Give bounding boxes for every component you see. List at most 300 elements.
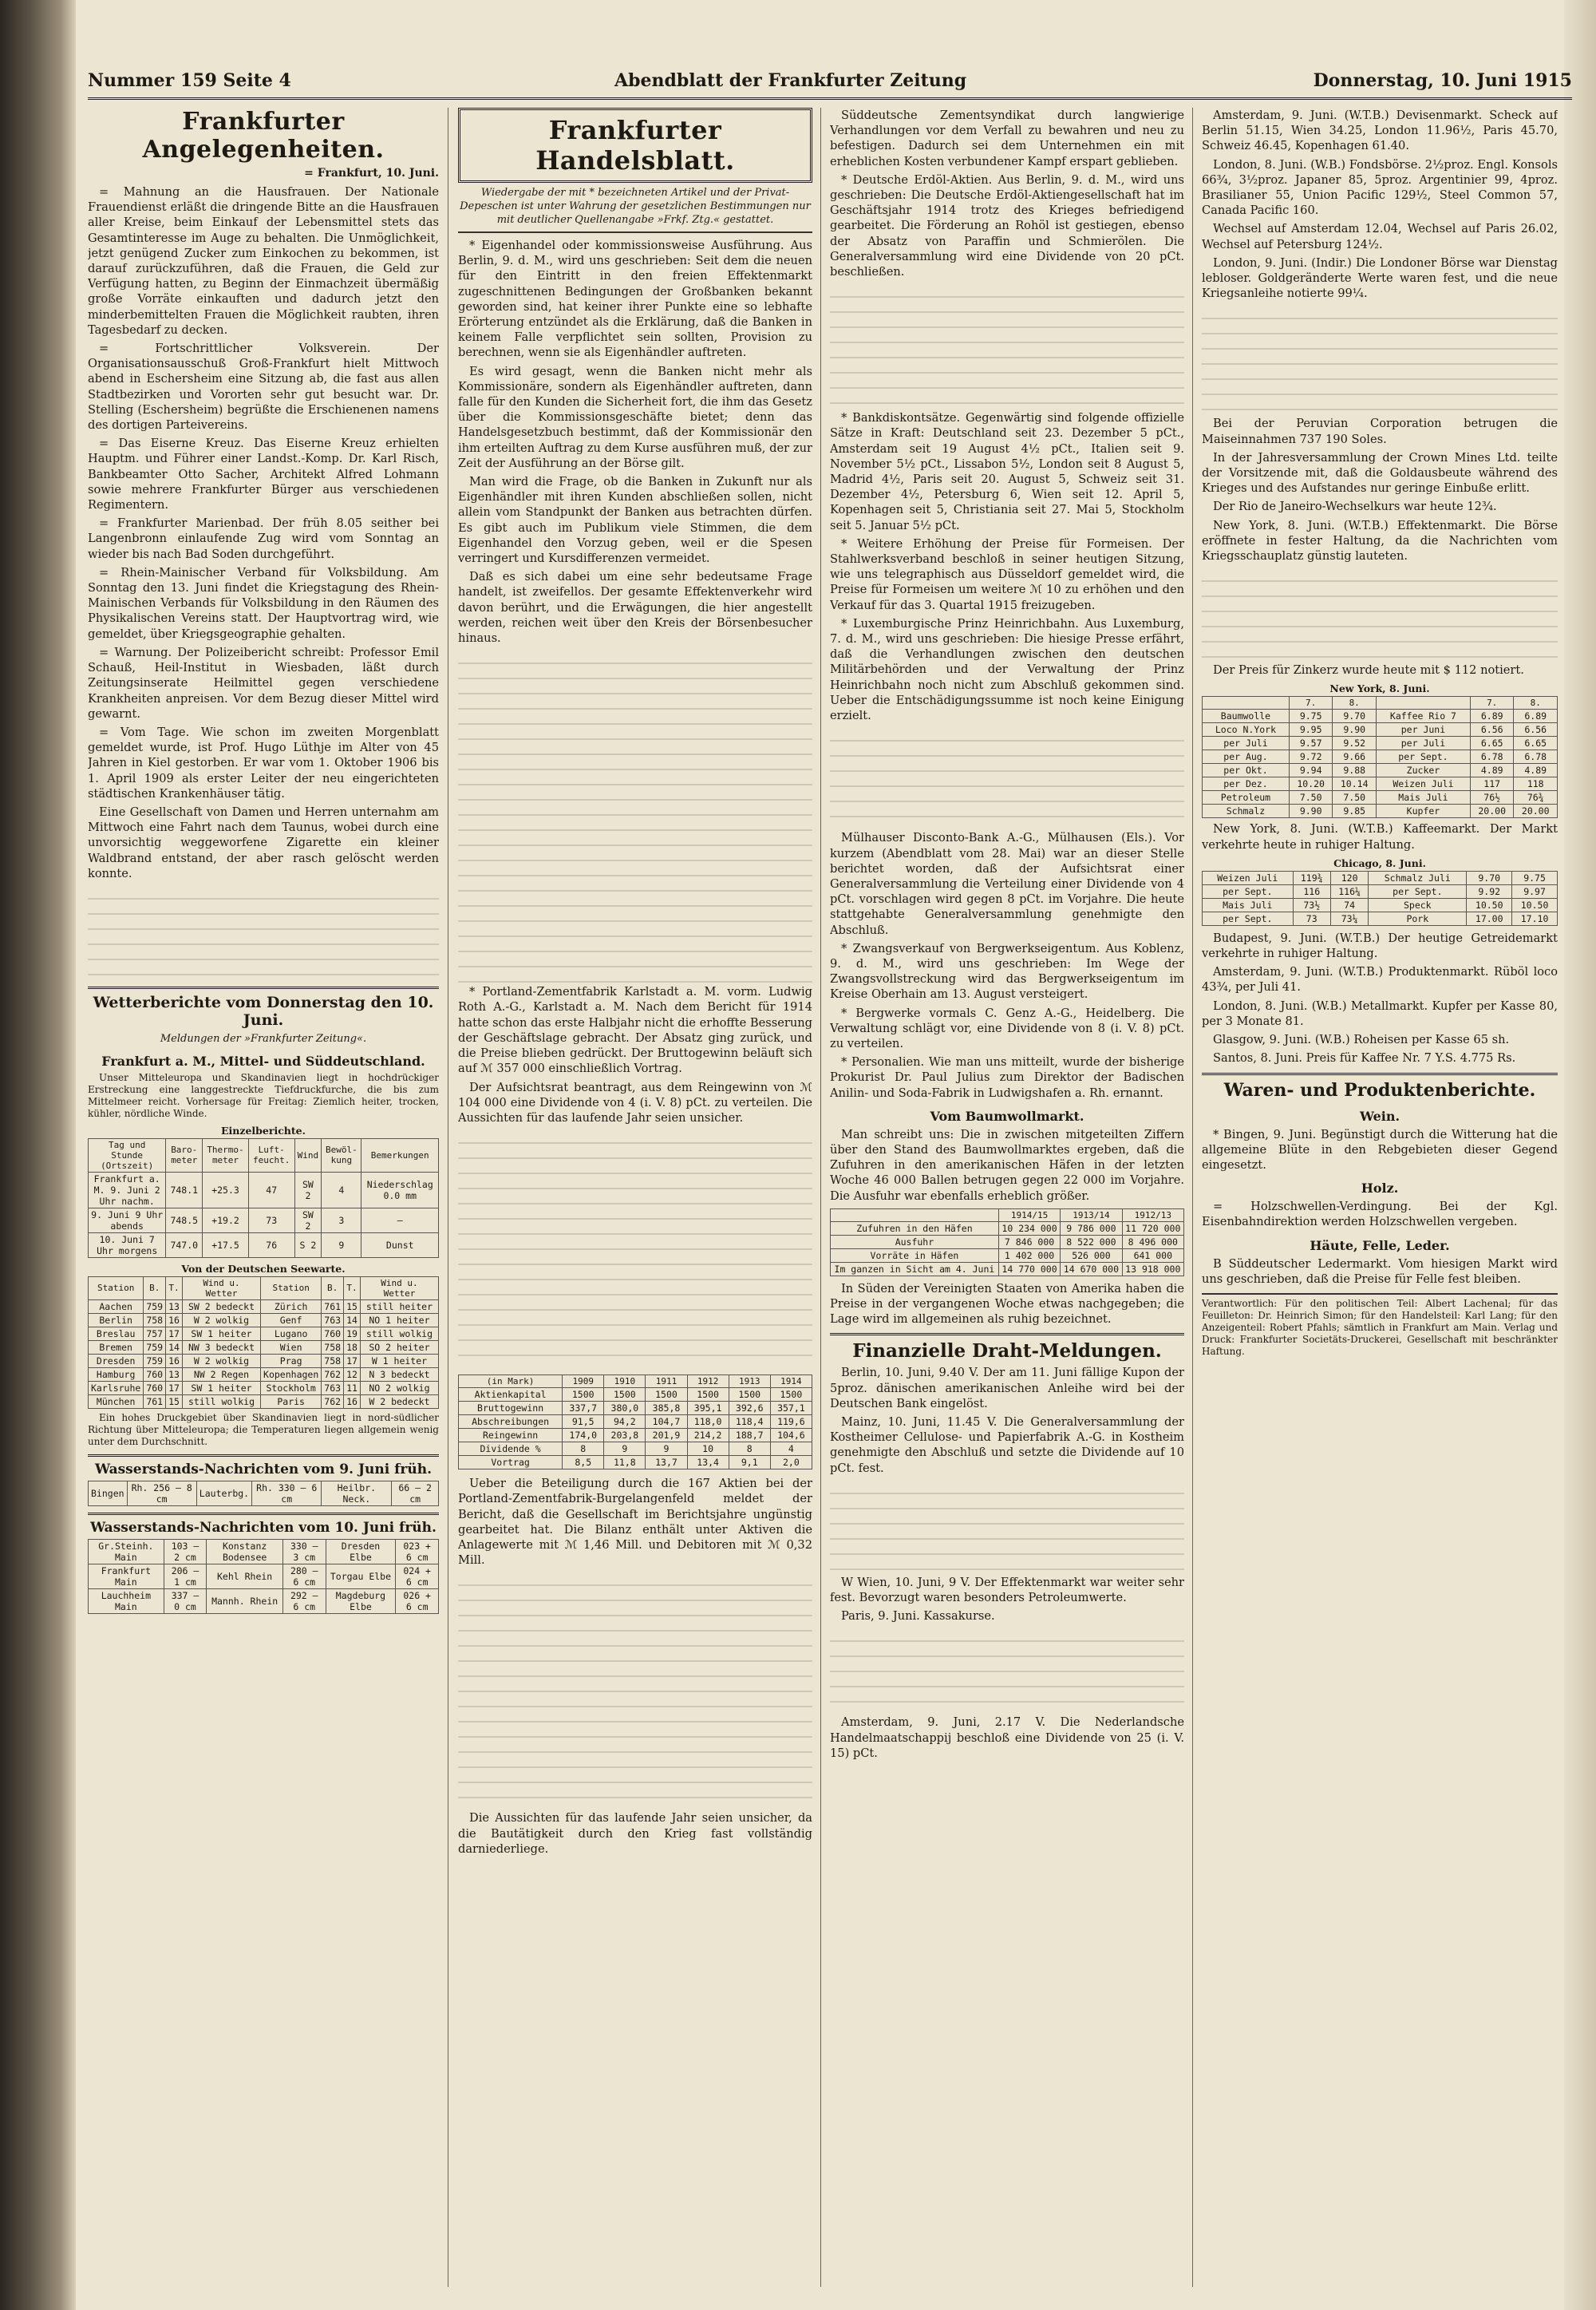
table-header-cell: 7.	[1289, 697, 1333, 710]
table-cell: 7.50	[1333, 791, 1377, 805]
table-header-cell: 1912/13	[1122, 1208, 1183, 1221]
table-header-cell: 1912	[687, 1375, 729, 1388]
article-text-block	[1202, 567, 1558, 663]
table-cell: 116¼	[1330, 884, 1368, 898]
table-cell: 119¾	[1293, 871, 1330, 884]
table-cell: 17.00	[1467, 912, 1512, 925]
table-cell: per Sept.	[1203, 912, 1294, 925]
article: * Weitere Erhöhung der Preise für Formeisen. Der Stahlwerksverband beschloß in seiner heutigen Sitzung, wie uns telegraphisch aus Düsseldorf gemeldet wird, die Preise für Formeisen um weitere ℳ 10 zu erhöhen und den Verkauf für das 3. Quartal 1915 freizugeben.	[830, 536, 1184, 612]
table-cell: per Aug.	[1203, 750, 1290, 764]
table-cell: Dividende %	[459, 1442, 563, 1456]
table-cell: 188,7	[729, 1429, 770, 1442]
table-header-cell: 7.	[1470, 697, 1514, 710]
article: Amsterdam, 9. Juni. (W.T.B.) Devisenmarkt. Scheck auf Berlin 51.15, Wien 34.25, London 11.96½, Paris 45.70, Schweiz 46.45, Kopenhagen 61.40.	[1202, 109, 1558, 153]
table-cell: per Okt.	[1203, 764, 1290, 777]
table-cell: 9,1	[729, 1456, 770, 1469]
article: Man wird die Frage, ob die Banken in Zukunft nur als Eigenhändler mit ihren Kunden abschließen sollen, nicht allein vom Standpunkt der Banken aus betrachten dürfen. Es gibt auch im Publikum viele Stimmen, die dem Eigenhandel den Vorzug geben, weil er die Spesen verringert und Kursdifferenzen vermeidet.	[458, 475, 812, 566]
table-cell: 47	[248, 1172, 294, 1208]
table-row	[89, 1481, 439, 1505]
table-row	[89, 1588, 439, 1613]
table-header-cell: 8.	[1333, 697, 1377, 710]
table-cell: 6.89	[1470, 710, 1514, 723]
article-text-block	[458, 1129, 812, 1368]
table-cell: 17	[166, 1327, 183, 1340]
table-row	[459, 1388, 812, 1402]
table-cell: Reingewinn	[459, 1429, 563, 1442]
imprint: Verantwortlich: Für den politischen Teil: Albert Lachenal; für das Feuilleton: Dr. Heinrich Simon; für den Handelsteil: Karl Lang; für den Anzeigenteil: Robert Pfahls; sämtlich in Frankfurt am Main. Verlag und Druck: Frankfurter Societäts-Druckerei, Gesellschaft mit beschränkter Haftung.	[1202, 1293, 1558, 1358]
table-cell: 13 918 000	[1122, 1262, 1183, 1276]
table-cell: 4	[322, 1172, 361, 1208]
table-cell: per Sept.	[1376, 750, 1470, 764]
table-cell: 1500	[687, 1388, 729, 1402]
table-row	[89, 1381, 439, 1394]
table-cell: Karlsruhe	[89, 1381, 144, 1394]
table-cell: 14	[166, 1340, 183, 1354]
table-cell: Kopenhagen	[261, 1367, 322, 1381]
table-cell: 8 522 000	[1061, 1235, 1122, 1248]
table-row	[459, 1415, 812, 1429]
table-cell: 9.75	[1289, 710, 1333, 723]
table-cell: 103 — 2 cm	[164, 1539, 207, 1564]
table-cell: Schmalz	[1203, 805, 1290, 818]
table-cell: 73	[1293, 912, 1330, 925]
table-cell: +17.5	[203, 1232, 249, 1257]
table-header-cell: 1911	[646, 1375, 687, 1388]
table-cell: Magdeburg Elbe	[326, 1588, 396, 1613]
table-cell: 73	[248, 1208, 294, 1232]
table-cell: 17.10	[1512, 912, 1558, 925]
table-cell: 10.50	[1467, 898, 1512, 912]
table-cell: Mais Juli	[1376, 791, 1470, 805]
article: Ueber die Beteiligung durch die 167 Aktien bei der Portland-Zementfabrik-Burgelangenfeld meldet der Bericht, daß die Gesellschaft im Berichtsjahre ungünstig gearbeitet hat. Die Bilanz enthält unter Aktiven die Anlagewerte mit ℳ 1,46 Mill. und Debitoren mit ℳ 0,32 Mill.	[458, 1477, 812, 1568]
table-cell: 120	[1330, 871, 1368, 884]
table-cell: 9	[322, 1232, 361, 1257]
article: = Frankfurter Marienbad. Der früh 8.05 seither bei Langenbronn einlaufende Zug wird vom Sonntag an wieder bis nach Bad Soden durchgeführt.	[88, 516, 439, 561]
leather-heading: Häute, Felle, Leder.	[1310, 1237, 1450, 1253]
table-row	[89, 1208, 439, 1232]
table-cell: 203,8	[604, 1429, 646, 1442]
table-cell: 760	[144, 1381, 166, 1394]
table-cell: 19	[344, 1327, 361, 1340]
newyork-table	[1202, 696, 1558, 818]
table-cell: +25.3	[203, 1172, 249, 1208]
table-cell: Schmalz Juli	[1369, 871, 1467, 884]
seewarte-text: Ein hohes Druckgebiet über Skandinavien liegt in nord-südlicher Richtung über Mitteleuropa; die Temperaturen liegen allgemein wenig unter dem Durchschnitt.	[88, 1411, 439, 1447]
table-cell: 761	[322, 1299, 344, 1313]
table-cell: Bremen	[89, 1340, 144, 1354]
table-cell: SW 2 bedeckt	[182, 1299, 260, 1313]
seewarte-heading: Von der Deutschen Seewarte.	[181, 1262, 346, 1275]
table-cell: Im ganzen in Sicht am 4. Juni	[831, 1262, 999, 1276]
article: Der Aufsichtsrat beantragt, aus dem Reingewinn von ℳ 104 000 eine Dividende von 4 (i. V. 8) pCt. zu verteilen. Die Aussichten für das laufende Jahr seien unsicher.	[458, 1080, 812, 1125]
table-cell: 7 846 000	[998, 1235, 1060, 1248]
table-row	[1203, 912, 1558, 925]
table-cell: 026 + 6 cm	[396, 1588, 439, 1613]
table-header-cell	[831, 1208, 999, 1221]
page-edge	[1564, 0, 1596, 2310]
wire-item: Berlin, 10. Juni, 9.40 V. Der am 11. Juni fällige Kupon der 5proz. dänischen amerikanischen Anleihe wird bei der Deutschen Bank eingelöst.	[830, 1366, 1184, 1410]
issue-date: Donnerstag, 10. Juni 1915	[1313, 70, 1572, 91]
goods-reports-heading: Waren- und Produktenberichte.	[1202, 1073, 1558, 1101]
column-foreign-markets	[1202, 108, 1558, 2295]
column-rule	[1192, 108, 1193, 2287]
table-cell: NW 2 Regen	[182, 1367, 260, 1381]
table-cell: still heiter	[360, 1299, 438, 1313]
table-cell: Genf	[261, 1313, 322, 1327]
article: Bei der Peruvian Corporation betrugen die Maiseinnahmen 737 190 Soles.	[1202, 417, 1558, 446]
article: Eine Gesellschaft von Damen und Herren unternahm am Mittwoch eine Fahrt nach dem Taunus, wobei durch eine unvorsichtig weggeworfene Zigarette ein kleiner Waldbrand entstand, der aber rasch gelöscht werden konnte.	[88, 805, 439, 880]
table-cell: 1500	[770, 1388, 812, 1402]
table-cell: 6.89	[1514, 710, 1558, 723]
table-row	[1203, 884, 1558, 898]
table-cell: 6.56	[1470, 723, 1514, 737]
table-cell: 11 720 000	[1122, 1221, 1183, 1235]
table-cell: S 2	[294, 1232, 322, 1257]
table-cell: 116	[1293, 884, 1330, 898]
table-cell: 206 — 1 cm	[164, 1564, 207, 1588]
table-row	[459, 1402, 812, 1415]
table-cell: 9.72	[1289, 750, 1333, 764]
article-text-block	[830, 1479, 1184, 1575]
wire-item: W Wien, 10. Juni, 9 V. Der Effektenmarkt war weiter sehr fest. Bevorzugt waren besonders Petroleumwerte.	[830, 1575, 1184, 1604]
table-cell: 762	[322, 1367, 344, 1381]
table-cell: 748.5	[166, 1208, 203, 1232]
weather-headline: Wetterberichte vom Donnerstag den 10. Juni.	[88, 987, 439, 1029]
table-cell: 73½	[1293, 898, 1330, 912]
water-level-table-1	[88, 1481, 439, 1506]
article-text-block	[88, 884, 439, 980]
table-cell: Bingen	[89, 1481, 128, 1505]
table-cell: Bruttogewinn	[459, 1402, 563, 1415]
table-row	[459, 1442, 812, 1456]
table-cell: Loco N.York	[1203, 723, 1290, 737]
table-cell: 357,1	[770, 1402, 812, 1415]
table-cell: 118,0	[687, 1415, 729, 1429]
table-cell: 76	[248, 1232, 294, 1257]
table-cell: still wolkig	[182, 1394, 260, 1408]
table-row	[1203, 791, 1558, 805]
wire-news-heading: Finanzielle Draht-Meldungen.	[830, 1333, 1184, 1362]
article: New York, 8. Juni. (W.T.B.) Effektenmarkt. Die Börse eröffnete in fester Haltung, da die Nachrichten vom Kriegsschauplatz günstig lauteten.	[1202, 518, 1558, 564]
table-cell: 9.90	[1289, 805, 1333, 818]
table-cell: Ausfuhr	[831, 1235, 999, 1248]
article: Der Rio de Janeiro-Wechselkurs war heute 12¾.	[1213, 500, 1497, 514]
table-header-cell: 1909	[563, 1375, 604, 1388]
table-cell: 2,0	[770, 1456, 812, 1469]
table-cell: 760	[322, 1327, 344, 1340]
table-row	[89, 1299, 439, 1313]
table-cell: Mais Juli	[1203, 898, 1294, 912]
table-cell: 748.1	[166, 1172, 203, 1208]
table-cell: 763	[322, 1381, 344, 1394]
weather-region: Frankfurt a. M., Mittel- und Süddeutschland.	[101, 1053, 425, 1069]
table-cell: Mannh. Rhein	[207, 1588, 283, 1613]
table-cell: Weizen Juli	[1203, 871, 1294, 884]
table-header-cell: Thermo-meter	[203, 1138, 249, 1172]
table-row	[1203, 871, 1558, 884]
table-cell: 9.85	[1333, 805, 1377, 818]
table-cell: Speck	[1369, 898, 1467, 912]
table-cell: 747.0	[166, 1232, 203, 1257]
article: London, 9. Juni. (Indir.) Die Londoner Börse war Dienstag lebloser. Goldgeränderte Werte waren fest, und die neue Kriegsanleihe notierte 99¼.	[1202, 255, 1558, 301]
table-cell: Berlin	[89, 1313, 144, 1327]
table-row	[831, 1221, 1184, 1235]
table-cell: still wolkig	[360, 1327, 438, 1340]
table-cell: 1500	[604, 1388, 646, 1402]
table-cell: —	[361, 1208, 439, 1232]
table-header-cell: 1914/15	[998, 1208, 1060, 1221]
table-cell: 14	[344, 1313, 361, 1327]
article: * Zwangsverkauf von Bergwerkseigentum. Aus Koblenz, 9. d. M., wird uns geschrieben: Im Wege der Zwangsvollstreckung wird das Bergwerkseigentum im Kreise Oberhain am 13. August versteigert.	[830, 941, 1184, 1002]
wood-heading: Holz.	[1361, 1181, 1399, 1197]
table-cell: 758	[322, 1340, 344, 1354]
table-header-cell	[1376, 697, 1470, 710]
paris-rates-block	[830, 1627, 1184, 1715]
table-cell: Zufuhren in den Häfen	[831, 1221, 999, 1235]
market-report: Amsterdam, 9. Juni. (W.T.B.) Produktenmarkt. Rüböl loco 43¾, per Juli 41.	[1202, 965, 1558, 995]
table-cell: 761	[144, 1394, 166, 1408]
table-cell: Rh. 256 — 8 cm	[127, 1481, 196, 1505]
article: Es wird gesagt, wenn die Banken nicht mehr als Kommissionäre, sondern als Eigenhändler auftreten, dann falle für den Kunden die Sicherheit fort, die ihm das Gesetz über die Kommissionsgeschäfte bietet; denn das Handelsgesetzbuch bestimmt, daß der Kommissionär den ihm erteilten Auftrag zu dem Kurse ausführen muß, der zur Zeit der Ausführung an der Börse gilt.	[458, 364, 812, 470]
table-header-cell: 1910	[604, 1375, 646, 1388]
wood-report: = Holzschwellen-Verdingung. Bei der Kgl. Eisenbahndirektion werden Holzschwellen vergeben.	[1202, 1200, 1558, 1229]
wine-report: * Bingen, 9. Juni. Begünstigt durch die Witterung hat die allgemeine Blüte in den Rebgebieten dieser Gegend eingesetzt.	[1202, 1127, 1558, 1172]
article: Süddeutsche Zementsyndikat durch langwierige Verhandlungen vor dem Verfall zu bewahren und neu zu befestigen. Dadurch sei dem Unternehmen ein mit erheblichen Kosten verbundener Kampf erspart geblieben.	[830, 109, 1184, 168]
table-cell: 330 — 3 cm	[282, 1539, 326, 1564]
table-row	[831, 1262, 1184, 1276]
table-cell: Zucker	[1376, 764, 1470, 777]
table-cell: 13,7	[646, 1456, 687, 1469]
table-cell: 91,5	[563, 1415, 604, 1429]
table-header-cell: 1913	[729, 1375, 770, 1388]
table-cell: 8	[729, 1442, 770, 1456]
table-cell: 66 — 2 cm	[392, 1481, 439, 1505]
water-level-heading-1: Wasserstands-Nachrichten vom 9. Juni früh.	[88, 1454, 439, 1477]
weather-forecast: Unser Mitteleuropa und Skandinavien liegt in hochdrückiger Erstreckung eine langgestreckte Tiefdruckfurche, die bis zum Mittelmeer reicht. Vorhersage für Freitag: Ziemlich heiter, trocken, kühler, nördliche Winde.	[88, 1071, 439, 1119]
article: * Bergwerke vormals C. Genz A.-G., Heidelberg. Die Verwaltung schlägt vor, eine Dividende von 8 (i. V. 8) pCt. zu verteilen.	[830, 1006, 1184, 1050]
article: Wechsel auf Amsterdam 12.04, Wechsel auf Paris 26.02, Wechsel auf Petersburg 124½.	[1202, 222, 1558, 251]
table-cell: Pork	[1369, 912, 1467, 925]
market-report: London, 8. Juni. (W.B.) Metallmarkt. Kupfer per Kasse 80, per 3 Monate 81.	[1202, 999, 1558, 1028]
newyork-heading: New York, 8. Juni.	[1329, 682, 1430, 695]
table-cell: 10.50	[1512, 898, 1558, 912]
table-cell: 10	[687, 1442, 729, 1456]
wine-heading: Wein.	[1359, 1108, 1400, 1124]
table-cell: W 2 wolkig	[182, 1354, 260, 1367]
table-row	[89, 1313, 439, 1327]
table-cell: 16	[166, 1313, 183, 1327]
table-cell: 6.65	[1514, 737, 1558, 750]
cotton-heading: Vom Baumwollmarkt.	[930, 1108, 1084, 1124]
table-cell: 94,2	[604, 1415, 646, 1429]
article-text-block	[458, 1571, 812, 1810]
table-cell: 201,9	[646, 1429, 687, 1442]
table-cell: Gr.Steinh. Main	[89, 1539, 164, 1564]
table-cell: Kupfer	[1376, 805, 1470, 818]
table-cell: 9	[604, 1442, 646, 1456]
table-cell: Aachen	[89, 1299, 144, 1313]
water-level-table-2	[88, 1539, 439, 1614]
wire-item: Amsterdam, 9. Juni, 2.17 V. Die Nederlandsche Handelmaatschappij beschloß eine Dividende von 25 (i. V. 15) pCt.	[830, 1715, 1184, 1760]
table-cell: 337,7	[563, 1402, 604, 1415]
chicago-heading: Chicago, 8. Juni.	[1333, 856, 1426, 869]
table-cell: 11	[344, 1381, 361, 1394]
table-cell: Stockholm	[261, 1381, 322, 1394]
table-cell: 73¼	[1330, 912, 1368, 925]
masthead	[88, 65, 1572, 100]
table-cell: 9.92	[1467, 884, 1512, 898]
table-cell: Heilbr. Neck.	[322, 1481, 392, 1505]
table-cell: 9 786 000	[1061, 1221, 1122, 1235]
table-header-cell: Wind u. Wetter	[182, 1276, 260, 1299]
table-row	[1203, 750, 1558, 764]
table-cell: Dresden	[89, 1354, 144, 1367]
table-cell: Zürich	[261, 1299, 322, 1313]
table-cell: Lugano	[261, 1327, 322, 1340]
article: * Bankdiskontsätze. Gegenwärtig sind folgende offizielle Sätze in Kraft: Deutschland seit 23. Dezember 5 pCt., Amsterdam seit 19 August 4½ pCt., Italien seit 9. November 5½ pCt., Lissabon 5½, London seit 8 August 5, Madrid 4½, Paris seit 20. August 5, Schweiz seit 31. Dezember 4½, Petersburg 6, Wien seit 12. April 5, Kopenhagen seit 5, Christiania seit 27. Mai 5, Stockholm seit 5. Januar 5½ pCt.	[830, 411, 1184, 532]
table-cell: per Sept.	[1369, 884, 1467, 898]
einzel-heading: Einzelberichte.	[221, 1124, 306, 1137]
table-cell: 9.97	[1512, 884, 1558, 898]
table-cell: 760	[144, 1367, 166, 1381]
book-binding	[0, 0, 76, 2310]
table-row	[89, 1327, 439, 1340]
article: Daß es sich dabei um eine sehr bedeutsame Frage handelt, ist zweifellos. Der gesamte Effektenverkehr wird davon berührt, und die Erwägungen, die hier angestellt werden, reichen weit über den Kreis der Börsenbesucher hinaus.	[458, 570, 812, 646]
table-cell: 15	[166, 1394, 183, 1408]
table-cell: Kaffee Rio 7	[1376, 710, 1470, 723]
table-header-cell: Luft-feucht.	[248, 1138, 294, 1172]
table-cell: 395,1	[687, 1402, 729, 1415]
table-cell: Konstanz Bodensee	[207, 1539, 283, 1564]
table-cell: Aktienkapital	[459, 1388, 563, 1402]
paper-title: Abendblatt der Frankfurter Zeitung	[614, 70, 967, 91]
table-cell: 759	[144, 1299, 166, 1313]
table-row	[89, 1367, 439, 1381]
table-cell: Baumwolle	[1203, 710, 1290, 723]
table-header-cell: Bemerkungen	[361, 1138, 439, 1172]
table-cell: 762	[322, 1394, 344, 1408]
table-cell: Weizen Juli	[1376, 777, 1470, 791]
reproduction-note: Wiedergabe der mit * bezeichneten Artikel und der Privat-Depeschen ist unter Wahrung der gesetzlichen Bestimmungen nur mit deutlicher Quellenangabe »Frkf. Ztg.« gestattet.	[460, 187, 811, 226]
table-cell: per Sept.	[1203, 884, 1294, 898]
table-cell: SW 2	[294, 1172, 322, 1208]
table-row	[89, 1340, 439, 1354]
table-cell: Prag	[261, 1354, 322, 1367]
table-row	[89, 1354, 439, 1367]
table-cell: 76½	[1470, 791, 1514, 805]
table-cell: 118,4	[729, 1415, 770, 1429]
table-cell: Vorräte in Häfen	[831, 1248, 999, 1262]
table-cell: NO 2 wolkig	[360, 1381, 438, 1394]
table-header-cell: (in Mark)	[459, 1375, 563, 1388]
table-row	[459, 1456, 812, 1469]
table-cell: 9	[646, 1442, 687, 1456]
table-cell: 1500	[563, 1388, 604, 1402]
column-markets	[830, 108, 1184, 2295]
table-cell: per Juli	[1203, 737, 1290, 750]
table-cell: 9.75	[1512, 871, 1558, 884]
table-header-cell: Tag und Stunde (Ortszeit)	[89, 1138, 166, 1172]
table-row	[1203, 764, 1558, 777]
cotton-after: In Süden der Vereinigten Staaten von Amerika haben die Preise in der vergangenen Woche etwas nachgegeben; die Lage wird im allgemeinen als ruhig bezeichnet.	[830, 1281, 1184, 1327]
table-cell: 14 770 000	[998, 1262, 1060, 1276]
table-cell: 9.95	[1289, 723, 1333, 737]
article: = Mahnung an die Hausfrauen. Der Nationale Frauendienst erläßt die dringende Bitte an die Hausfrauen aller Kreise, beim Einkauf der Lebensmittel stets das Gesamtinteresse im Auge zu behalten. Die Unmöglichkeit, jetzt genügend Zucker zum Einkochen zu bekommen, ist darauf zurückzuführen, daß die Frauen, die Geld zur Verfügung hatten, zu Beginn der Einmachzeit übermäßig große Vorräte einkauften und dadurch jetzt den minderbemittelten Frauen die Möglichkeit raubten, ihren Tagesbedarf zu decken.	[88, 185, 439, 337]
article: * Deutsche Erdöl-Aktien. Aus Berlin, 9. d. M., wird uns geschrieben: Die Deutsche Erdöl-Aktiengesellschaft hat im Geschäftsjahr 1914 trotz des Krieges befriedigend gearbeitet. Die Förderung an Rohöl ist gestiegen, ebenso der Absatz von Paraffin und Schmierölen. Die Generalversammlung wird eine Dividende von 20 pCt. beschließen.	[830, 172, 1184, 279]
table-cell: Hamburg	[89, 1367, 144, 1381]
divider	[458, 231, 812, 233]
issue-number: Nummer 159 Seite 4	[88, 70, 291, 91]
table-cell: per Dez.	[1203, 777, 1290, 791]
table-cell: 10.14	[1333, 777, 1377, 791]
table-cell: NO 1 heiter	[360, 1313, 438, 1327]
table-row	[89, 1394, 439, 1408]
table-cell: 4.89	[1514, 764, 1558, 777]
table-cell: Petroleum	[1203, 791, 1290, 805]
article: * Personalien. Wie man uns mitteilt, wurde der bisherige Prokurist Dr. Paul Julius zum Direktor der Badischen Anilin- und Soda-Fabrik in Ludwigshafen a. Rh. ernannt.	[830, 1055, 1184, 1100]
column-rule	[820, 108, 821, 2287]
table-cell: Abschreibungen	[459, 1415, 563, 1429]
table-cell: 17	[166, 1381, 183, 1394]
table-cell: 526 000	[1061, 1248, 1122, 1262]
table-cell: W 2 bedeckt	[360, 1394, 438, 1408]
article: In der Jahresversammlung der Crown Mines Ltd. teilte der Vorsitzende mit, daß die Goldausbeute während des Krieges und des Aufstandes nur geringe Einbuße erlitt.	[1202, 450, 1558, 496]
table-header-cell: T.	[344, 1276, 361, 1299]
table-cell: 759	[144, 1340, 166, 1354]
table-row	[1203, 710, 1558, 723]
table-cell: Frankfurt a. M. 9. Juni 2 Uhr nachm.	[89, 1172, 166, 1208]
article-text-block	[1202, 304, 1558, 416]
weather-source: Meldungen der »Frankfurter Zeitung«.	[160, 1032, 367, 1045]
table-cell: München	[89, 1394, 144, 1408]
table-cell: 757	[144, 1327, 166, 1340]
wire-item: Mainz, 10. Juni, 11.45 V. Die Generalversammlung der Kostheimer Cellulose- und Papierfabrik A.-G. in Kostheim genehmigte den Abschluß und setzte die Dividende auf 10 pCt. fest.	[830, 1414, 1184, 1475]
table-cell: 280 — 6 cm	[282, 1564, 326, 1588]
water-level-heading-2: Wasserstands-Nachrichten vom 10. Juni früh.	[88, 1513, 439, 1536]
table-row	[1203, 737, 1558, 750]
article-text-block	[830, 726, 1184, 830]
table-cell: 76¾	[1514, 791, 1558, 805]
table-header-cell: B.	[322, 1276, 344, 1299]
table-cell: 10. Juni 7 Uhr morgens	[89, 1232, 166, 1257]
table-cell: 13	[166, 1299, 183, 1313]
table-header-cell: 1913/14	[1061, 1208, 1122, 1221]
table-header-cell: Bewöl-kung	[322, 1138, 361, 1172]
table-cell: 6.56	[1514, 723, 1558, 737]
market-report: Santos, 8. Juni. Preis für Kaffee Nr. 7 Y.S. 4.775 Rs.	[1213, 1051, 1516, 1066]
table-cell: Rh. 330 — 6 cm	[252, 1481, 322, 1505]
table-cell: 337 — 0 cm	[164, 1588, 207, 1613]
table-row	[831, 1235, 1184, 1248]
table-header-cell: 1914	[770, 1375, 812, 1388]
section-headline: Frankfurter Handelsblatt.	[458, 108, 812, 183]
table-row	[1203, 805, 1558, 818]
table-cell: 8,5	[563, 1456, 604, 1469]
table-cell: Lauchheim Main	[89, 1588, 164, 1613]
table-cell: 763	[322, 1313, 344, 1327]
table-cell: 1 402 000	[998, 1248, 1060, 1262]
table-cell: Torgau Elbe	[326, 1564, 396, 1588]
table-row	[89, 1539, 439, 1564]
table-cell: 17	[344, 1354, 361, 1367]
table-row	[1203, 777, 1558, 791]
article: = Rhein-Mainischer Verband für Volksbildung. Am Sonntag den 13. Juni findet die Kriegstagung des Rhein-Mainischen Verbands für Volksbildung in den Räumen des Physikalischen Vereins statt. Der Hauptvortrag wird, wie gemeldet, über Kriegsgeographie gehalten.	[88, 565, 439, 641]
table-cell: 12	[344, 1367, 361, 1381]
table-cell: SW 1 heiter	[182, 1327, 260, 1340]
article: London, 8. Juni. (W.B.) Fondsbörse. 2½proz. Engl. Konsols 66¾, 3½proz. Japaner 85, 5proz. Argentinier 99, 4proz. Brasilianer 55, Union Pacific 129½, Steel Common 57, Canada Pacific 160.	[1202, 157, 1558, 218]
table-cell: N 3 bedeckt	[360, 1367, 438, 1381]
table-cell: 15	[344, 1299, 361, 1313]
